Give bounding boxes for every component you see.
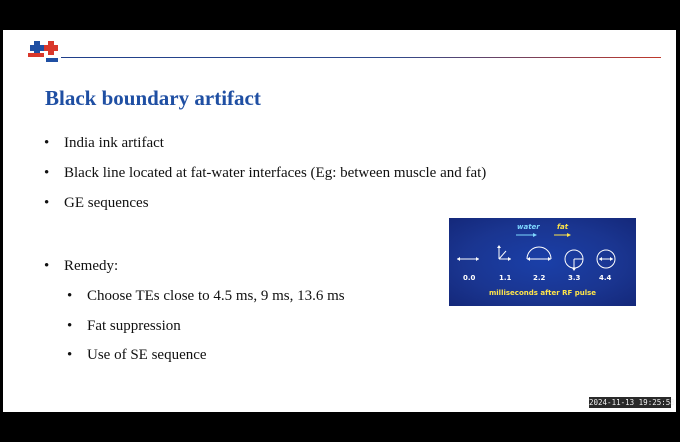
logo-icon bbox=[26, 40, 70, 62]
bullet-text: India ink artifact bbox=[64, 135, 164, 151]
bullet-dot: • bbox=[44, 165, 50, 181]
time-label: 2.2 bbox=[533, 274, 546, 282]
fat-label: fat bbox=[557, 223, 569, 231]
bullet-text: Black line located at fat-water interfaces (Eg: between muscle and fat) bbox=[64, 165, 487, 181]
water-label: water bbox=[517, 223, 540, 231]
slide-title: Black boundary artifact bbox=[45, 86, 261, 110]
bullet-text: GE sequences bbox=[64, 195, 149, 211]
bullet-dot: • bbox=[67, 347, 73, 363]
bullet-dot: • bbox=[44, 195, 50, 211]
bullet-text: Fat suppression bbox=[87, 318, 181, 334]
header-divider bbox=[61, 57, 661, 58]
bullet-text: Choose TEs close to 4.5 ms, 9 ms, 13.6 ms bbox=[87, 288, 345, 304]
figure-caption: milliseconds after RF pulse bbox=[488, 289, 597, 297]
time-label: 0.0 bbox=[463, 274, 476, 282]
time-label: 1.1 bbox=[499, 274, 512, 282]
bullet-dot: • bbox=[67, 318, 73, 334]
time-label: 4.4 bbox=[599, 274, 612, 282]
time-label: 3.3 bbox=[568, 274, 581, 282]
phase-diagram-figure bbox=[449, 218, 636, 306]
bullet-dot: • bbox=[67, 288, 73, 304]
slide bbox=[3, 30, 676, 412]
bullet-text: Remedy: bbox=[64, 258, 119, 274]
bullet-dot: • bbox=[44, 258, 50, 274]
timestamp-overlay: 2024-11-13 19:25:58 bbox=[589, 398, 675, 407]
bullet-dot: • bbox=[44, 135, 50, 151]
bullet-text: Use of SE sequence bbox=[87, 347, 207, 363]
